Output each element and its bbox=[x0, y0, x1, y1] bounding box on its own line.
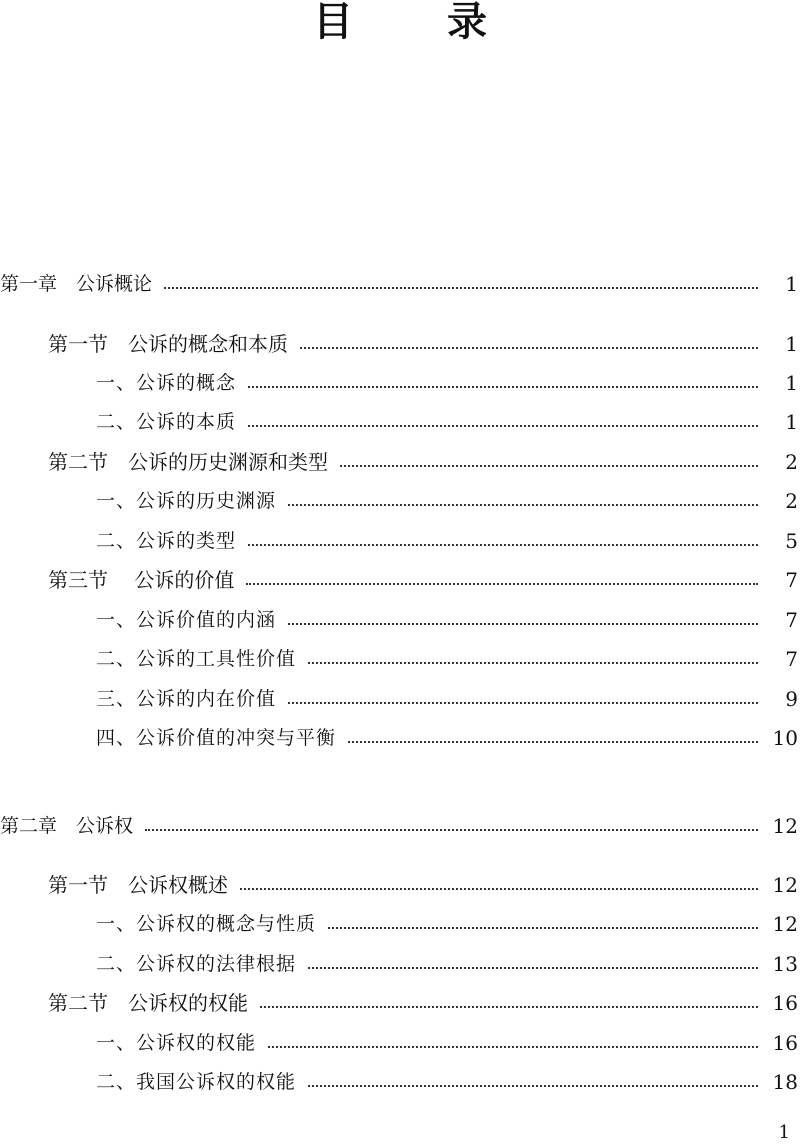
toc-entry-page: 10 bbox=[772, 726, 798, 750]
toc-entry-label: 第一章 公诉概论 bbox=[0, 273, 153, 295]
toc-entry-page: 7 bbox=[785, 568, 798, 592]
toc-entry-section-2-2[interactable] bbox=[0, 989, 800, 1017]
toc-entry-label: 二、公诉的类型 bbox=[96, 530, 237, 552]
toc-entry-item[interactable] bbox=[0, 950, 800, 978]
toc-entry-page: 2 bbox=[785, 489, 798, 513]
dot-leader bbox=[260, 1006, 758, 1008]
toc-entry-page: 13 bbox=[772, 952, 798, 976]
toc-entry-section-2-1[interactable] bbox=[0, 871, 800, 899]
toc-entry-label: 三、公诉的内在价值 bbox=[96, 688, 277, 710]
toc-entry-chapter-1[interactable] bbox=[0, 270, 800, 298]
toc-entry-label: 第二节 公诉权的权能 bbox=[48, 991, 248, 1015]
toc-entry-item[interactable] bbox=[0, 606, 800, 634]
toc-entry-page: 1 bbox=[785, 371, 798, 395]
toc-entry-label: 一、公诉价值的内涵 bbox=[96, 609, 277, 631]
toc-entry-label: 二、公诉的工具性价值 bbox=[96, 648, 297, 670]
dot-leader bbox=[348, 741, 758, 743]
toc-entry-label: 一、公诉的历史渊源 bbox=[96, 490, 277, 512]
dot-leader bbox=[246, 583, 758, 585]
toc-entry-item[interactable] bbox=[0, 487, 800, 515]
toc-entry-item[interactable] bbox=[0, 527, 800, 555]
toc-entry-label: 一、公诉的概念 bbox=[96, 372, 237, 394]
toc-entry-page: 12 bbox=[772, 912, 798, 936]
toc-entry-item[interactable] bbox=[0, 1029, 800, 1057]
toc-entry-item[interactable] bbox=[0, 724, 800, 752]
toc-entry-label: 第二节 公诉的历史渊源和类型 bbox=[48, 450, 328, 474]
dot-leader bbox=[240, 888, 758, 890]
toc-entry-page: 1 bbox=[785, 272, 798, 296]
toc-entry-item[interactable] bbox=[0, 369, 800, 397]
toc-entry-label: 一、公诉权的权能 bbox=[96, 1032, 257, 1054]
dot-leader bbox=[340, 465, 758, 467]
toc-entry-page: 1 bbox=[785, 410, 798, 434]
toc-entry-page: 5 bbox=[785, 529, 798, 553]
dot-leader bbox=[145, 829, 758, 831]
dot-leader bbox=[248, 544, 758, 546]
toc-entry-page: 9 bbox=[785, 687, 798, 711]
toc-entry-label: 四、公诉价值的冲突与平衡 bbox=[96, 727, 337, 749]
toc-entry-page: 16 bbox=[772, 1031, 798, 1055]
page-title: 目 录 bbox=[313, 0, 527, 45]
page-number: 1 bbox=[778, 1122, 790, 1143]
dot-leader bbox=[268, 1046, 758, 1048]
dot-leader bbox=[288, 623, 758, 625]
toc-entry-section-1-2[interactable] bbox=[0, 448, 800, 476]
dot-leader bbox=[308, 1085, 758, 1087]
toc-entry-label: 第二章 公诉权 bbox=[0, 815, 134, 837]
dot-leader bbox=[328, 927, 758, 929]
dot-leader bbox=[248, 386, 758, 388]
toc-entry-page: 12 bbox=[772, 814, 798, 838]
dot-leader bbox=[288, 702, 758, 704]
toc-entry-page: 18 bbox=[772, 1070, 798, 1094]
toc-entry-item[interactable] bbox=[0, 685, 800, 713]
toc-entry-item[interactable] bbox=[0, 1068, 800, 1096]
toc-entry-item[interactable] bbox=[0, 408, 800, 436]
toc-entry-label: 第一节 公诉的概念和本质 bbox=[48, 332, 288, 356]
toc-entry-label: 二、我国公诉权的权能 bbox=[96, 1071, 297, 1093]
toc-entry-label: 第一节 公诉权概述 bbox=[48, 873, 228, 897]
dot-leader bbox=[288, 504, 758, 506]
toc-entry-item[interactable] bbox=[0, 645, 800, 673]
toc-entry-page: 12 bbox=[772, 873, 798, 897]
toc-entry-page: 7 bbox=[785, 647, 798, 671]
toc-entry-item[interactable] bbox=[0, 910, 800, 938]
toc-entry-chapter-2[interactable] bbox=[0, 812, 800, 840]
dot-leader bbox=[248, 425, 758, 427]
toc-entry-page: 7 bbox=[785, 608, 798, 632]
dot-leader bbox=[308, 967, 758, 969]
toc-entry-label: 二、公诉的本质 bbox=[96, 411, 237, 433]
toc-entry-page: 1 bbox=[785, 332, 798, 356]
toc-entry-section-1-1[interactable] bbox=[0, 330, 800, 358]
toc-entry-page: 16 bbox=[772, 991, 798, 1015]
dot-leader bbox=[164, 287, 758, 289]
dot-leader bbox=[308, 662, 758, 664]
toc-entry-page: 2 bbox=[785, 450, 798, 474]
toc-entry-label: 一、公诉权的概念与性质 bbox=[96, 913, 317, 935]
toc-entry-label: 第三节 公诉的价值 bbox=[48, 568, 235, 592]
toc-entry-section-1-3[interactable] bbox=[0, 566, 800, 594]
dot-leader bbox=[300, 347, 758, 349]
toc-entry-label: 二、公诉权的法律根据 bbox=[96, 953, 297, 975]
